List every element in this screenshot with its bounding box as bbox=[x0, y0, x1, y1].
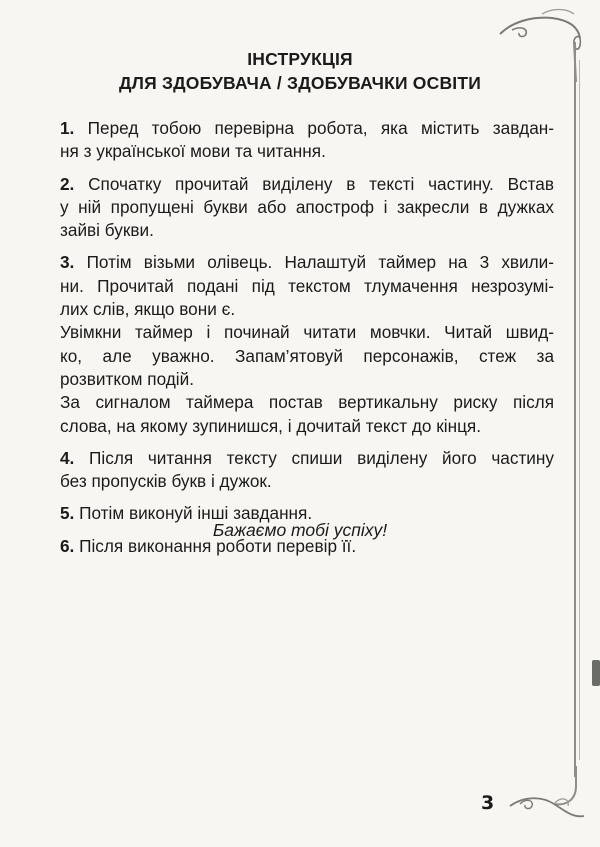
instruction-item-2 bbox=[60, 173, 554, 243]
instruction-item-3 bbox=[60, 251, 554, 321]
frame-border-inner-line bbox=[579, 60, 580, 760]
instruction-item-1 bbox=[60, 117, 554, 164]
item-text-line: Перед тобою перевірна робота, яка містить завдан- bbox=[87, 118, 554, 138]
item-text-line: Після читання тексту спиши виділену його частину bbox=[89, 447, 554, 468]
item-text-line: Спочатку прочитай виділену в тексті частину. Встав bbox=[88, 173, 554, 194]
item-text-line: розвитком подій. bbox=[60, 368, 194, 389]
title-line-2: ДЛЯ ЗДОБУВАЧА / ЗДОБУВАЧКИ ОСВІТИ bbox=[118, 73, 482, 93]
item-text-line: без пропусків букв і дужок. bbox=[60, 471, 272, 492]
item-text-line: Увімкни таймер і починай читати мовчки. Читай швид- bbox=[60, 322, 554, 343]
item-text-line: За сигналом таймера постав вертикальну риску після bbox=[60, 392, 554, 413]
instruction-item-3-paragraph-2 bbox=[60, 321, 554, 391]
closing-wish: Бажаємо тобі успіху! bbox=[212, 520, 388, 540]
item-text-line: ня з української мови та читання. bbox=[60, 141, 326, 162]
instructions-list bbox=[60, 117, 554, 567]
title-line-1: ІНСТРУКЦІЯ bbox=[247, 49, 353, 69]
item-text-line: слова, на якому зупинишся, і дочитай текст до кінця. bbox=[60, 415, 482, 436]
frame-border-line bbox=[574, 42, 576, 777]
item-text-line: лих слів, якщо вони є. bbox=[60, 299, 236, 320]
item-text-line: ни. Прочитай подані під текстом тлумачення незрозумі- bbox=[60, 275, 554, 296]
item-number: 6. bbox=[60, 535, 75, 556]
item-number: 1. bbox=[60, 118, 75, 138]
decorative-flourish-bottom bbox=[480, 766, 590, 836]
page-number: 3 bbox=[481, 792, 495, 814]
item-text-line: Потім виконуй інші завдання. bbox=[79, 503, 313, 524]
item-text-line: ко, але уважно. Запам’ятовуй персонажів, стеж за bbox=[60, 345, 554, 366]
page-title bbox=[60, 47, 540, 95]
page-edge-mark bbox=[592, 660, 600, 686]
item-number: 3. bbox=[60, 252, 75, 273]
item-text-line: Після виконання роботи перевір її. bbox=[79, 535, 357, 556]
instruction-item-4 bbox=[60, 447, 554, 494]
item-number: 4. bbox=[60, 447, 75, 468]
item-text-line: у ній пропущені букви або апостроф і закресли в дужках bbox=[60, 196, 554, 217]
instruction-item-3-paragraph-3 bbox=[60, 391, 554, 438]
item-text-line: Потім візьми олівець. Налаштуй таймер на 3 хвили- bbox=[86, 252, 555, 273]
item-text-line: зайві букви. bbox=[60, 220, 154, 241]
item-number: 2. bbox=[60, 173, 75, 194]
item-number: 5. bbox=[60, 503, 75, 524]
